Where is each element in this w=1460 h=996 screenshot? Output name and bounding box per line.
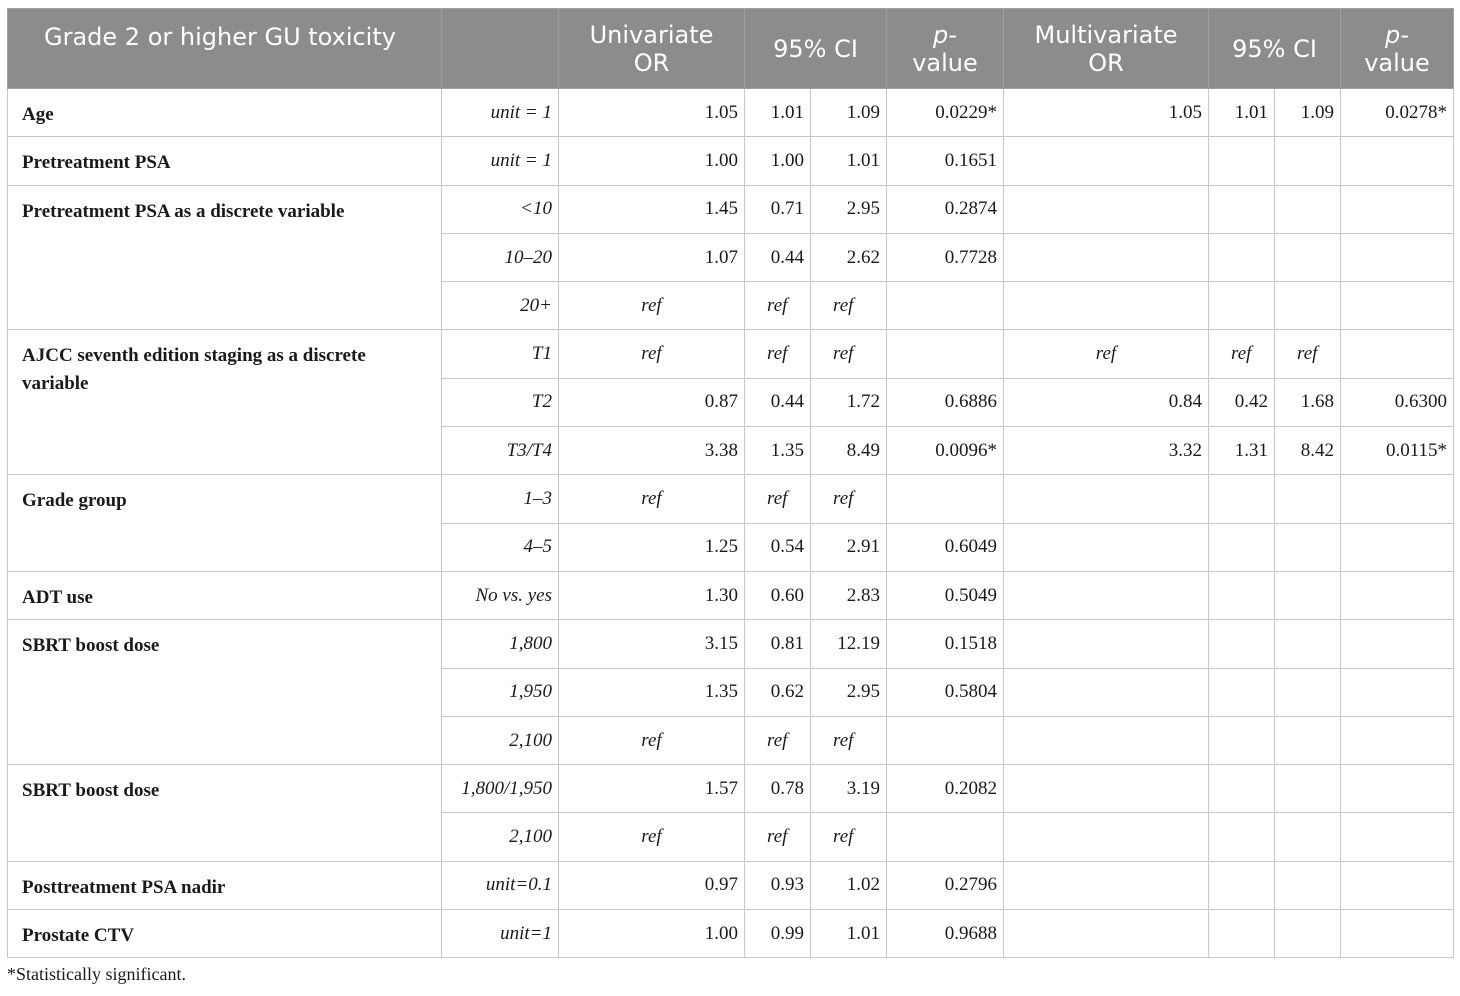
table-row: [8, 185, 1454, 233]
u-lo-cell: ref: [745, 716, 811, 764]
level-cell: 20+: [442, 282, 559, 330]
u-hi-cell: ref: [811, 330, 887, 378]
m-p-cell: [1341, 620, 1454, 668]
m-p-cell: [1341, 137, 1454, 185]
u-p-cell: 0.2796: [887, 861, 1004, 909]
m-lo-cell: [1209, 282, 1275, 330]
u-hi-cell: 1.02: [811, 861, 887, 909]
u-lo-cell: 1.01: [745, 89, 811, 137]
m-lo-cell: ref: [1209, 330, 1275, 378]
m-or-cell: [1004, 523, 1209, 571]
u-hi-cell: ref: [811, 813, 887, 861]
u-or-cell: 0.87: [559, 378, 745, 426]
m-or-cell: 0.84: [1004, 378, 1209, 426]
m-p-cell: 0.6300: [1341, 378, 1454, 426]
m-hi-cell: [1275, 185, 1341, 233]
variable-name: Grade group: [8, 475, 442, 572]
u-p-cell: 0.5804: [887, 668, 1004, 716]
u-hi-cell: 2.91: [811, 523, 887, 571]
u-p-cell: [887, 716, 1004, 764]
m-p-cell: [1341, 571, 1454, 619]
m-lo-cell: [1209, 620, 1275, 668]
u-p-cell: 0.0096*: [887, 427, 1004, 475]
variable-name: Pretreatment PSA: [8, 137, 442, 185]
level-header: [442, 9, 559, 89]
u-hi-cell: 1.01: [811, 910, 887, 958]
m-or-cell: [1004, 475, 1209, 523]
results-table: [7, 8, 1454, 958]
u-or-cell: 1.45: [559, 185, 745, 233]
level-cell: T3/T4: [442, 427, 559, 475]
m-p-cell: [1341, 185, 1454, 233]
u-lo-cell: 0.93: [745, 861, 811, 909]
level-cell: 1,800: [442, 620, 559, 668]
univariate-or-header: Univariate OR: [559, 9, 745, 89]
m-lo-cell: [1209, 668, 1275, 716]
u-or-cell: 3.38: [559, 427, 745, 475]
m-hi-cell: 1.09: [1275, 89, 1341, 137]
u-or-cell: ref: [559, 282, 745, 330]
level-cell: unit = 1: [442, 137, 559, 185]
level-cell: <10: [442, 185, 559, 233]
variable-name: Posttreatment PSA nadir: [8, 861, 442, 909]
m-lo-cell: 0.42: [1209, 378, 1275, 426]
u-hi-cell: 1.09: [811, 89, 887, 137]
m-hi-cell: [1275, 620, 1341, 668]
u-lo-cell: 0.62: [745, 668, 811, 716]
table-row: [8, 910, 1454, 958]
m-lo-cell: 1.01: [1209, 89, 1275, 137]
m-p-cell: [1341, 523, 1454, 571]
m-hi-cell: [1275, 475, 1341, 523]
m-lo-cell: [1209, 910, 1275, 958]
m-p-cell: [1341, 233, 1454, 281]
u-hi-cell: 3.19: [811, 765, 887, 813]
variable-name: ADT use: [8, 571, 442, 619]
m-hi-cell: [1275, 716, 1341, 764]
u-lo-cell: 0.60: [745, 571, 811, 619]
u-hi-cell: 2.95: [811, 185, 887, 233]
u-p-cell: 0.5049: [887, 571, 1004, 619]
u-lo-cell: ref: [745, 330, 811, 378]
u-p-cell: 0.2082: [887, 765, 1004, 813]
m-p-cell: [1341, 861, 1454, 909]
level-cell: unit=1: [442, 910, 559, 958]
table-row: [8, 765, 1454, 813]
u-hi-cell: 2.83: [811, 571, 887, 619]
multivariate-p-header: p- value: [1341, 9, 1454, 89]
variable-name: SBRT boost dose: [8, 765, 442, 862]
m-hi-cell: 8.42: [1275, 427, 1341, 475]
m-hi-cell: 1.68: [1275, 378, 1341, 426]
m-p-cell: [1341, 910, 1454, 958]
m-p-cell: [1341, 330, 1454, 378]
m-lo-cell: [1209, 571, 1275, 619]
m-lo-cell: [1209, 137, 1275, 185]
level-cell: T1: [442, 330, 559, 378]
u-lo-cell: 0.78: [745, 765, 811, 813]
u-p-cell: 0.1651: [887, 137, 1004, 185]
u-p-cell: 0.1518: [887, 620, 1004, 668]
m-hi-cell: [1275, 282, 1341, 330]
m-p-cell: [1341, 765, 1454, 813]
u-hi-cell: 12.19: [811, 620, 887, 668]
u-or-cell: ref: [559, 475, 745, 523]
multivariate-or-header: Multivariate OR: [1004, 9, 1209, 89]
u-lo-cell: ref: [745, 475, 811, 523]
u-hi-cell: 2.95: [811, 668, 887, 716]
table-row: [8, 89, 1454, 137]
u-or-cell: 0.97: [559, 861, 745, 909]
level-cell: 1,950: [442, 668, 559, 716]
u-lo-cell: ref: [745, 282, 811, 330]
table-body: [8, 89, 1454, 958]
u-or-cell: 1.35: [559, 668, 745, 716]
m-or-cell: [1004, 765, 1209, 813]
univariate-p-header: p- value: [887, 9, 1004, 89]
u-or-cell: 1.30: [559, 571, 745, 619]
u-lo-cell: 1.35: [745, 427, 811, 475]
level-cell: 1–3: [442, 475, 559, 523]
u-p-cell: 0.6049: [887, 523, 1004, 571]
m-p-cell: 0.0278*: [1341, 89, 1454, 137]
m-or-cell: [1004, 716, 1209, 764]
m-lo-cell: [1209, 716, 1275, 764]
m-or-cell: [1004, 185, 1209, 233]
table-row: [8, 620, 1454, 668]
level-cell: 2,100: [442, 716, 559, 764]
u-lo-cell: 0.71: [745, 185, 811, 233]
m-or-cell: [1004, 137, 1209, 185]
m-lo-cell: [1209, 861, 1275, 909]
u-or-cell: 1.07: [559, 233, 745, 281]
variable-name: Prostate CTV: [8, 910, 442, 958]
u-p-cell: 0.0229*: [887, 89, 1004, 137]
level-cell: 2,100: [442, 813, 559, 861]
m-or-cell: [1004, 861, 1209, 909]
multivariate-ci-header: 95% CI: [1209, 9, 1341, 89]
u-or-cell: 1.00: [559, 910, 745, 958]
m-p-cell: [1341, 716, 1454, 764]
m-hi-cell: [1275, 668, 1341, 716]
variable-name: Pretreatment PSA as a discrete variable: [8, 185, 442, 330]
u-p-cell: 0.2874: [887, 185, 1004, 233]
u-or-cell: ref: [559, 330, 745, 378]
m-or-cell: [1004, 282, 1209, 330]
m-lo-cell: [1209, 475, 1275, 523]
table-row: [8, 571, 1454, 619]
m-or-cell: [1004, 233, 1209, 281]
m-p-cell: 0.0115*: [1341, 427, 1454, 475]
u-lo-cell: 1.00: [745, 137, 811, 185]
m-hi-cell: [1275, 910, 1341, 958]
m-lo-cell: [1209, 765, 1275, 813]
u-or-cell: 1.25: [559, 523, 745, 571]
m-or-cell: ref: [1004, 330, 1209, 378]
m-hi-cell: [1275, 571, 1341, 619]
header-row: [8, 9, 1454, 89]
u-or-cell: 1.57: [559, 765, 745, 813]
u-p-cell: [887, 813, 1004, 861]
table-row: [8, 861, 1454, 909]
m-hi-cell: [1275, 137, 1341, 185]
m-p-cell: [1341, 813, 1454, 861]
u-hi-cell: 8.49: [811, 427, 887, 475]
m-or-cell: [1004, 813, 1209, 861]
m-or-cell: [1004, 910, 1209, 958]
table-row: [8, 475, 1454, 523]
footnote: *Statistically significant.: [7, 964, 186, 984]
m-p-cell: [1341, 475, 1454, 523]
m-or-cell: [1004, 668, 1209, 716]
u-or-cell: 3.15: [559, 620, 745, 668]
u-hi-cell: 1.72: [811, 378, 887, 426]
u-hi-cell: 2.62: [811, 233, 887, 281]
variable-name: AJCC seventh edition staging as a discrete variable: [8, 330, 442, 475]
u-lo-cell: 0.44: [745, 378, 811, 426]
u-p-cell: [887, 330, 1004, 378]
u-or-cell: ref: [559, 813, 745, 861]
u-p-cell: [887, 282, 1004, 330]
m-or-cell: 3.32: [1004, 427, 1209, 475]
u-p-cell: [887, 475, 1004, 523]
m-lo-cell: [1209, 233, 1275, 281]
level-cell: unit = 1: [442, 89, 559, 137]
u-hi-cell: ref: [811, 282, 887, 330]
m-p-cell: [1341, 282, 1454, 330]
m-hi-cell: [1275, 233, 1341, 281]
m-lo-cell: [1209, 813, 1275, 861]
level-cell: 10–20: [442, 233, 559, 281]
m-p-cell: [1341, 668, 1454, 716]
m-hi-cell: ref: [1275, 330, 1341, 378]
u-or-cell: 1.05: [559, 89, 745, 137]
u-hi-cell: 1.01: [811, 137, 887, 185]
u-or-cell: 1.00: [559, 137, 745, 185]
m-or-cell: [1004, 620, 1209, 668]
u-or-cell: ref: [559, 716, 745, 764]
level-cell: unit=0.1: [442, 861, 559, 909]
u-p-cell: 0.9688: [887, 910, 1004, 958]
u-lo-cell: 0.54: [745, 523, 811, 571]
u-lo-cell: 0.81: [745, 620, 811, 668]
m-lo-cell: [1209, 523, 1275, 571]
u-hi-cell: ref: [811, 716, 887, 764]
variable-name: Age: [8, 89, 442, 137]
m-lo-cell: [1209, 185, 1275, 233]
u-p-cell: 0.6886: [887, 378, 1004, 426]
m-hi-cell: [1275, 765, 1341, 813]
univariate-ci-header: 95% CI: [745, 9, 887, 89]
level-cell: 4–5: [442, 523, 559, 571]
m-hi-cell: [1275, 861, 1341, 909]
table-row: [8, 330, 1454, 378]
variable-name: SBRT boost dose: [8, 620, 442, 765]
level-cell: No vs. yes: [442, 571, 559, 619]
level-cell: 1,800/1,950: [442, 765, 559, 813]
m-hi-cell: [1275, 523, 1341, 571]
m-or-cell: 1.05: [1004, 89, 1209, 137]
u-p-cell: 0.7728: [887, 233, 1004, 281]
table-row: [8, 137, 1454, 185]
m-lo-cell: 1.31: [1209, 427, 1275, 475]
u-lo-cell: 0.44: [745, 233, 811, 281]
u-lo-cell: 0.99: [745, 910, 811, 958]
m-or-cell: [1004, 571, 1209, 619]
level-cell: T2: [442, 378, 559, 426]
table-title: Grade 2 or higher GU toxicity: [8, 9, 442, 89]
u-lo-cell: ref: [745, 813, 811, 861]
m-hi-cell: [1275, 813, 1341, 861]
u-hi-cell: ref: [811, 475, 887, 523]
